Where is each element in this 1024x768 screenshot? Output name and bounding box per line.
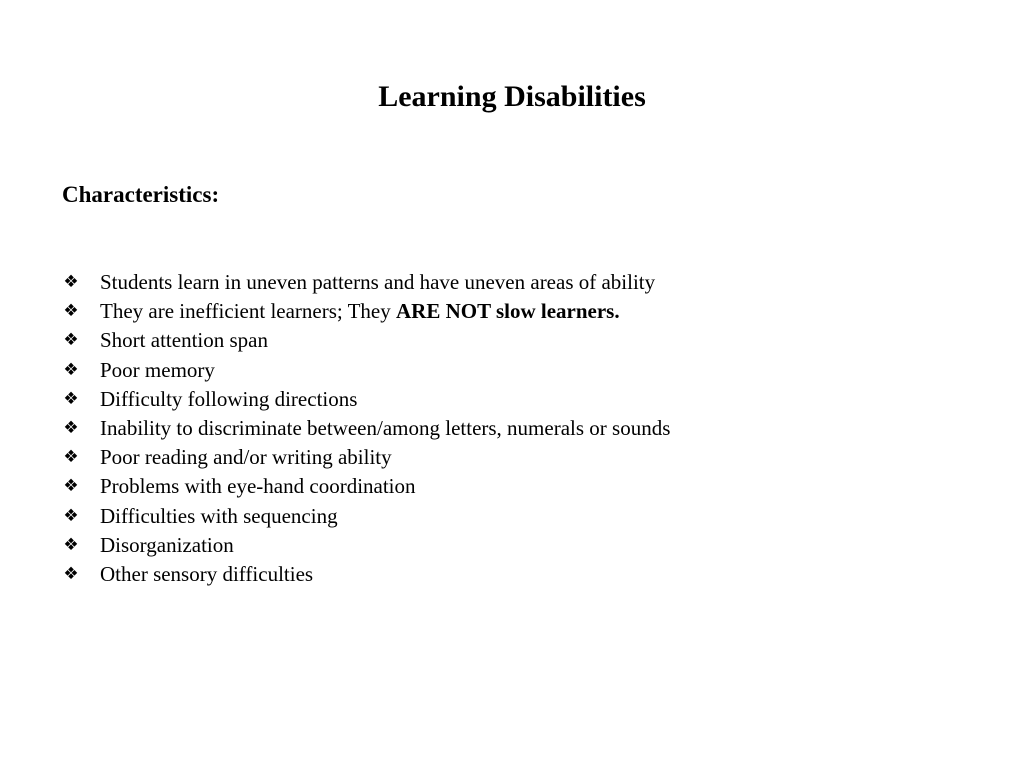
bullet-plain-text: Inability to discriminate between/among letters, numerals or sounds <box>100 415 671 440</box>
bullet-text <box>100 268 655 297</box>
bullet-plain-text: Short attention span <box>100 328 268 353</box>
diamond-bullet-icon: ❖ <box>63 505 79 526</box>
bullet-text <box>100 414 670 443</box>
diamond-bullet-icon: ❖ <box>63 330 79 351</box>
bullet-text <box>100 297 620 326</box>
diamond-bullet-icon: ❖ <box>63 359 79 380</box>
bullet-text <box>100 356 215 385</box>
bullet-text <box>100 472 416 501</box>
bullet-plain-text: Poor memory <box>100 357 215 382</box>
bullet-text <box>100 560 313 589</box>
bullet-plain-text: Difficulty following directions <box>100 386 358 411</box>
diamond-bullet-icon: ❖ <box>63 388 79 409</box>
bullet-text <box>100 326 268 355</box>
bullet-plain-text: Problems with eye-hand coordination <box>100 474 416 499</box>
bullet-text <box>100 502 338 531</box>
bullet-plain-text: Disorganization <box>100 532 234 557</box>
diamond-bullet-icon: ❖ <box>63 534 79 555</box>
diamond-bullet-icon: ❖ <box>63 301 79 322</box>
bullet-plain-text: Poor reading and/or writing ability <box>100 445 392 470</box>
bullet-plain-text: Difficulties with sequencing <box>100 503 338 528</box>
bullet-plain-text: Other sensory difficulties <box>100 561 314 586</box>
bullet-text <box>100 385 357 414</box>
diamond-bullet-icon: ❖ <box>63 476 79 497</box>
bullet-plain-text: Students learn in uneven patterns and have uneven areas of ability <box>100 270 656 294</box>
diamond-bullet-icon: ❖ <box>63 447 79 468</box>
section-heading: Characteristics: <box>62 182 220 207</box>
bullet-plain-text: They are inefficient learners; They <box>100 299 396 324</box>
bullet-emphasis-text: ARE NOT slow learners. <box>396 299 620 324</box>
diamond-bullet-icon: ❖ <box>63 563 79 584</box>
slide-title: Learning Disabilities <box>378 80 646 113</box>
diamond-bullet-icon: ❖ <box>63 417 79 438</box>
diamond-bullet-icon: ❖ <box>63 272 79 292</box>
bullet-text <box>100 531 234 560</box>
bullet-text <box>100 443 392 472</box>
